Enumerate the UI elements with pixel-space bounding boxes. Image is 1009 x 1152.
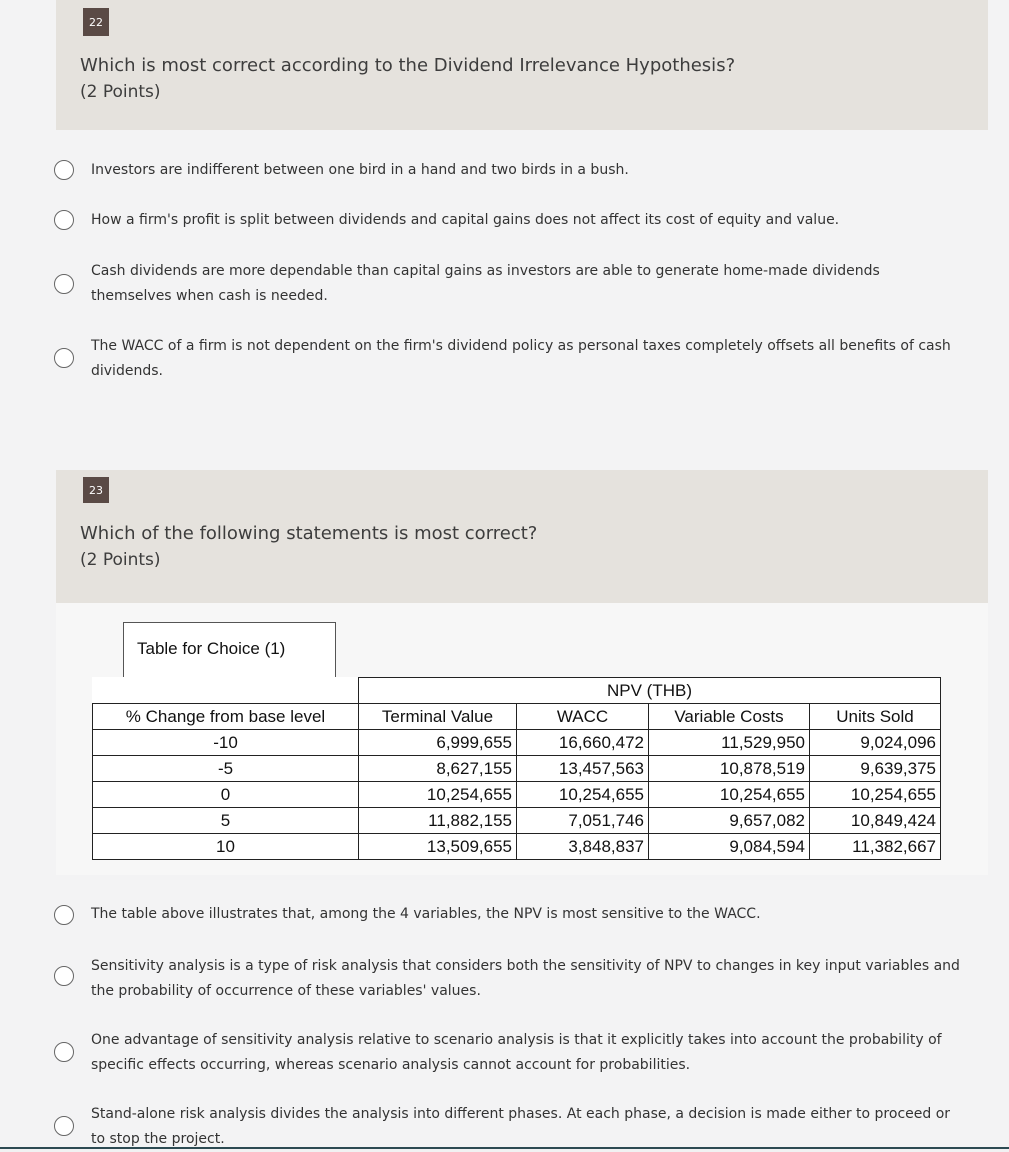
radio-button[interactable]: [54, 905, 74, 925]
radio-button[interactable]: [54, 274, 74, 294]
table-cell: 9,024,096: [810, 730, 941, 756]
column-header: % Change from base level: [93, 704, 359, 730]
table-caption-box: [123, 622, 336, 678]
option-label: Stand-alone risk analysis divides the analysis into different phases. At each phase, a decision is made either to proceed or to stop the project.: [91, 1106, 951, 1147]
question-title: [80, 521, 537, 573]
radio-button[interactable]: [54, 1116, 74, 1136]
option-label: Sensitivity analysis is a type of risk analysis that considers both the sensitivity of NPV to changes in key input variables and the probability of occurrence of these variables' values.: [91, 958, 960, 999]
table-cell: 11,382,667: [810, 834, 941, 860]
table-cell: 10,254,655: [810, 782, 941, 808]
table-cell: 6,999,655: [359, 730, 517, 756]
table-cell: 8,627,155: [359, 756, 517, 782]
option-label: The table above illustrates that, among the 4 variables, the NPV is most sensitive to the WACC.: [91, 906, 761, 922]
question-points: (2 Points): [80, 550, 161, 570]
npv-group-header: NPV (THB): [359, 678, 941, 704]
question-23-header: [56, 470, 988, 603]
table-cell: 11,529,950: [649, 730, 810, 756]
table-cell: 10,254,655: [649, 782, 810, 808]
table-cell: -5: [93, 756, 359, 782]
option-label: The WACC of a firm is not dependent on the firm's dividend policy as personal taxes completely offsets all benefits of cash dividends.: [91, 338, 951, 379]
table-row: [93, 782, 941, 808]
table-header-row: [93, 704, 941, 730]
table-row: [93, 808, 941, 834]
question-22-header: [56, 0, 988, 130]
option-label: One advantage of sensitivity analysis relative to scenario analysis is that it explicitly takes into account the probability of specific effects occurring, whereas scenario analysis cannot account for probabilities.: [91, 1032, 942, 1073]
column-header: Terminal Value: [359, 704, 517, 730]
table-cell: 10,254,655: [359, 782, 517, 808]
table-cell: 9,639,375: [810, 756, 941, 782]
table-cell: 9,084,594: [649, 834, 810, 860]
question-title: [80, 53, 735, 105]
option-label: How a firm's profit is split between dividends and capital gains does not affect its cost of equity and value.: [91, 212, 840, 228]
table-row: [93, 834, 941, 860]
table-cell: 10,849,424: [810, 808, 941, 834]
radio-button[interactable]: [54, 348, 74, 368]
table-cell: -10: [93, 730, 359, 756]
table-cell: 5: [93, 808, 359, 834]
radio-button[interactable]: [54, 1042, 74, 1062]
table-cell: 10,878,519: [649, 756, 810, 782]
question-number-badge: 23: [83, 477, 109, 503]
table-cell: 0: [93, 782, 359, 808]
column-header: Units Sold: [810, 704, 941, 730]
table-row: [93, 756, 941, 782]
table-cell: 9,657,082: [649, 808, 810, 834]
option-label: Cash dividends are more dependable than capital gains as investors are able to generate home-made dividends themselves when cash is needed.: [91, 263, 880, 304]
table-cell: 16,660,472: [517, 730, 649, 756]
question-number-badge: 22: [83, 8, 109, 36]
npv-sensitivity-table: [92, 677, 941, 860]
option-label: Investors are indifferent between one bird in a hand and two birds in a bush.: [91, 162, 629, 178]
table-cell: 3,848,837: [517, 834, 649, 860]
table-cell: 10: [93, 834, 359, 860]
radio-button[interactable]: [54, 966, 74, 986]
table-row: [93, 730, 941, 756]
table-cell: 11,882,155: [359, 808, 517, 834]
column-header: Variable Costs: [649, 704, 810, 730]
table-corner-blank: [93, 678, 359, 704]
question-text: Which of the following statements is most correct?: [80, 523, 538, 544]
table-cell: 13,457,563: [517, 756, 649, 782]
table-cell: 13,509,655: [359, 834, 517, 860]
table-cell: 10,254,655: [517, 782, 649, 808]
radio-button[interactable]: [54, 160, 74, 180]
question-text: Which is most correct according to the Dividend Irrelevance Hypothesis?: [80, 55, 736, 76]
table-cell: 7,051,746: [517, 808, 649, 834]
table-group-header-row: [93, 678, 941, 704]
table-caption: Table for Choice (1): [137, 639, 286, 658]
column-header: WACC: [517, 704, 649, 730]
question-points: (2 Points): [80, 82, 161, 102]
radio-button[interactable]: [54, 210, 74, 230]
